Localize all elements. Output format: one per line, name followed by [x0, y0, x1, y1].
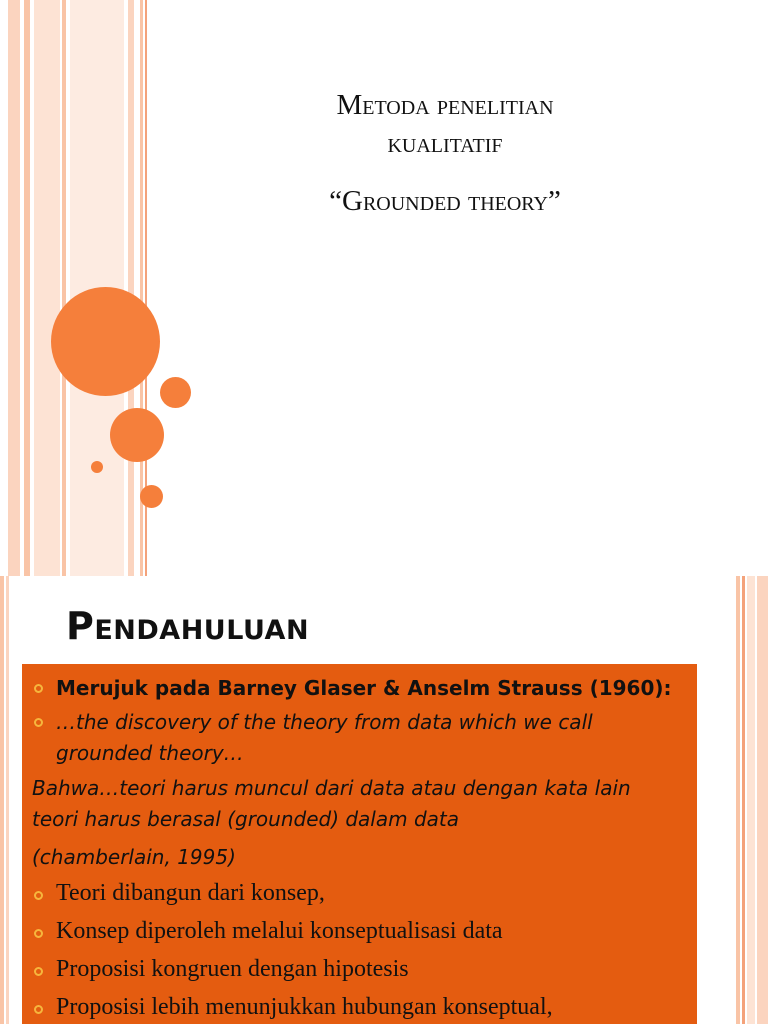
list-item-text: grounded theory…: [56, 741, 244, 765]
stripe-decoration: [742, 576, 745, 1024]
list-item-text: Proposisi lebih menunjukkan hubungan konseptual,: [56, 994, 553, 1020]
stripe-decoration: [0, 576, 4, 1024]
circle-decoration: [51, 287, 160, 396]
list-item-text: Proposisi kongruen dengan hipotesis: [56, 956, 409, 982]
stripe-decoration: [747, 576, 755, 1024]
content-box: [22, 664, 697, 1024]
slide-heading: Pendahuluan: [66, 604, 310, 648]
stripe-decoration: [757, 576, 768, 1024]
bullet-icon: [34, 967, 43, 976]
stripe-decoration: [736, 576, 740, 1024]
stripe-decoration: [62, 0, 66, 576]
stripe-decoration: [6, 576, 9, 1024]
title-line-1: Metoda penelitian: [336, 89, 554, 121]
circle-decoration: [140, 485, 163, 508]
list-item-text: (chamberlain, 1995): [32, 845, 236, 869]
stripe-decoration: [8, 0, 20, 576]
slide-subtitle: “Grounded theory”: [329, 185, 561, 217]
list-item-text: teori harus berasal (grounded) dalam data: [32, 807, 460, 831]
stripe-decoration: [128, 0, 134, 576]
list-item-text: Merujuk pada Barney Glaser & Anselm Strauss (1960):: [56, 676, 672, 700]
bullet-icon: [34, 929, 43, 938]
title-line-2: kualitatif: [387, 127, 503, 159]
stripe-decoration: [24, 0, 30, 576]
bullet-icon: [34, 1005, 43, 1014]
slide-title-text: [250, 86, 640, 220]
bullet-icon: [34, 684, 43, 693]
bullet-icon: [34, 718, 43, 727]
slide-pendahuluan: [0, 576, 768, 1024]
circle-decoration: [160, 377, 191, 408]
bullet-icon: [34, 891, 43, 900]
circle-decoration: [110, 408, 164, 462]
circle-decoration: [91, 461, 103, 473]
stripe-decoration: [34, 0, 60, 576]
list-item-text: Bahwa…teori harus muncul dari data atau dengan kata lain: [32, 776, 631, 800]
list-item-text: Konsep diperoleh melalui konseptualisasi data: [56, 918, 503, 944]
list-item-text: Teori dibangun dari konsep,: [56, 880, 325, 906]
list-item-text: …the discovery of the theory from data which we call: [56, 710, 593, 734]
